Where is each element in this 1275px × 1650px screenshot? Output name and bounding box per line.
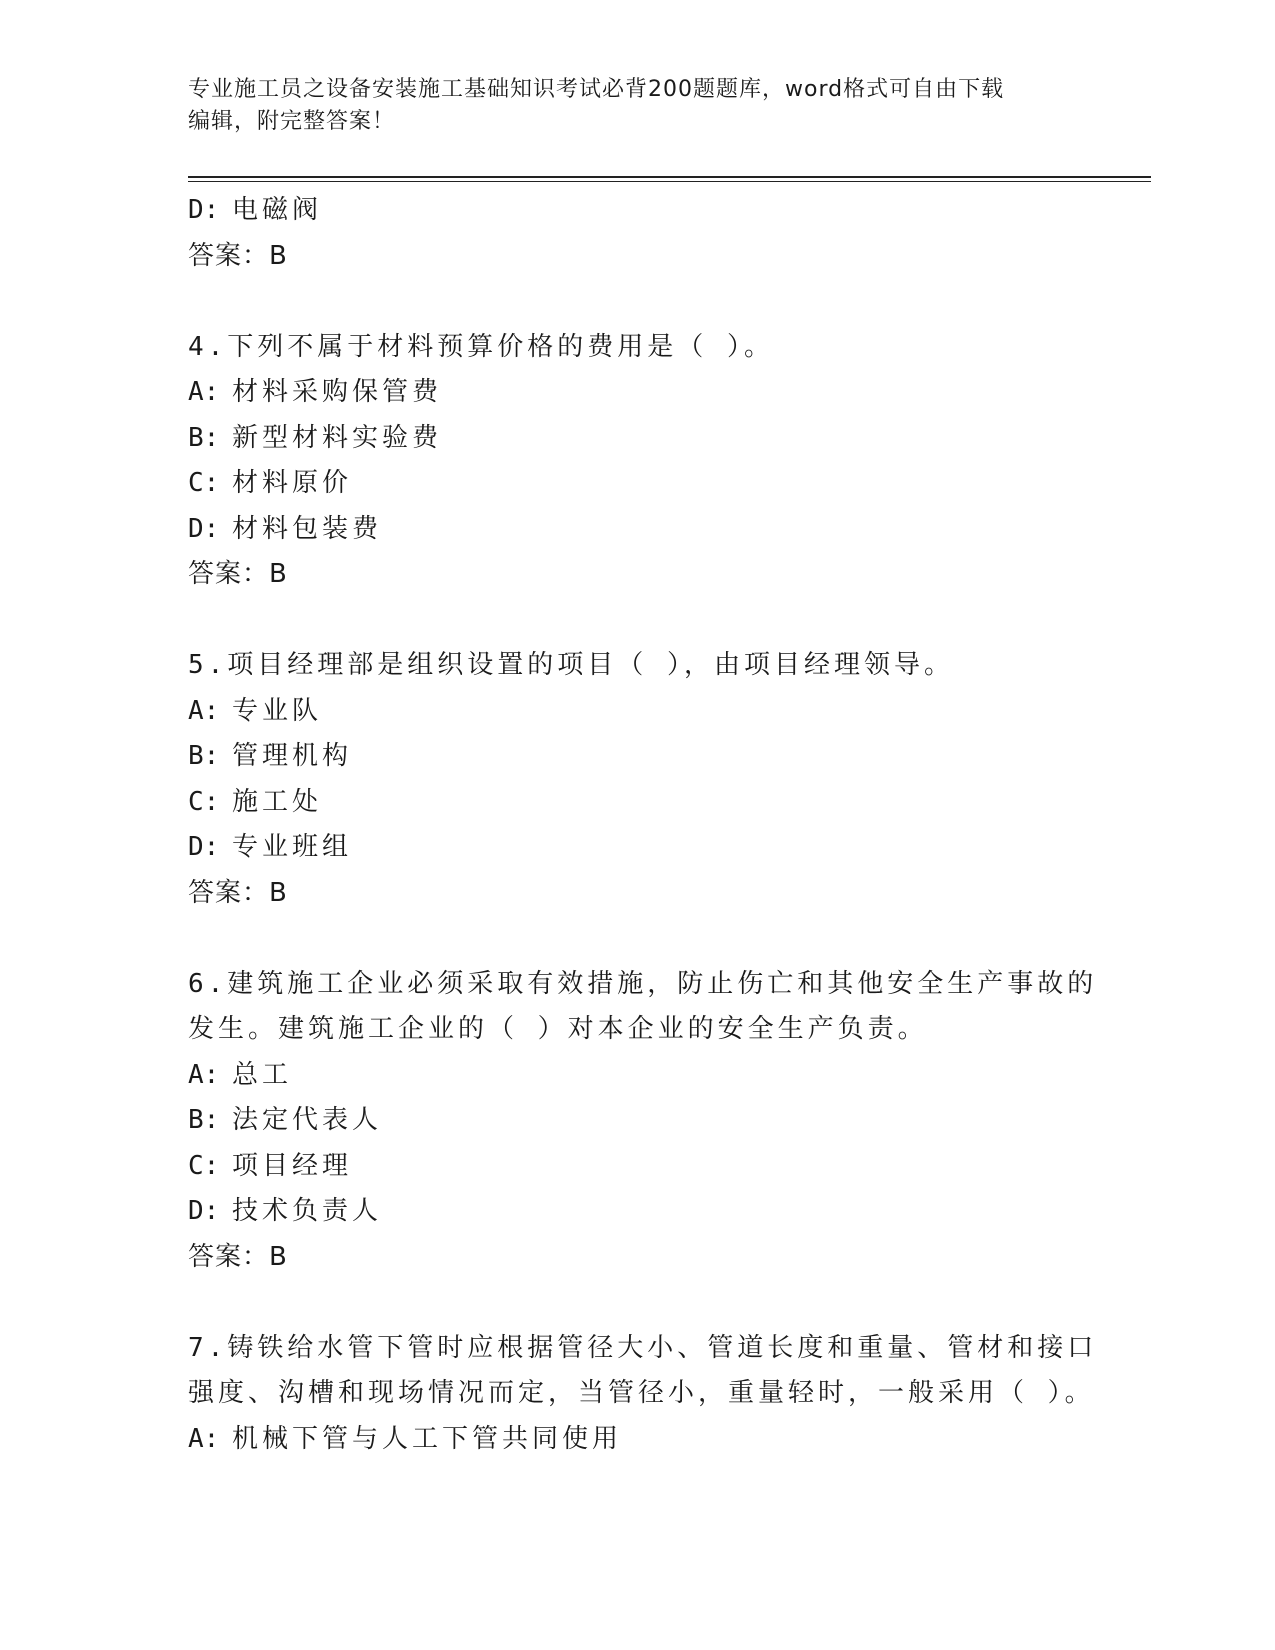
option-text: 管理机构 bbox=[232, 741, 353, 771]
option-a bbox=[188, 1417, 1088, 1463]
option-text: 专业班组 bbox=[232, 832, 353, 862]
option-text: 新型材料实验费 bbox=[232, 422, 443, 453]
option-letter: D: bbox=[188, 513, 220, 544]
option-text: 机械下管与人工下管共同使用 bbox=[232, 1423, 623, 1454]
answer-line: 答案：B bbox=[188, 240, 288, 271]
option-c bbox=[188, 1144, 1088, 1190]
option-d bbox=[188, 188, 1088, 234]
answer-line: 答案：B bbox=[188, 1241, 288, 1272]
option-text: 项目经理 bbox=[232, 1150, 353, 1181]
answer-line: 答案：B bbox=[188, 877, 288, 908]
question-6-text-line-2: 发生。建筑施工企业的（ ）对本企业的安全生产负责。 bbox=[188, 1014, 928, 1044]
option-letter: B: bbox=[188, 1105, 220, 1135]
option-text: 总工 bbox=[232, 1059, 293, 1090]
header-divider-thick bbox=[188, 176, 1151, 178]
option-text: 法定代表人 bbox=[232, 1105, 383, 1135]
option-letter: A: bbox=[188, 695, 220, 726]
answer-line: 答案：B bbox=[188, 559, 288, 589]
question-6-text-line-1: 6.建筑施工企业必须采取有效措施，防止伤亡和其他安全生产事故的 bbox=[188, 968, 1098, 999]
question-4-text: 4.下列不属于材料预算价格的费用是（ ）。 bbox=[188, 331, 774, 362]
option-d bbox=[188, 825, 1088, 871]
header-title-line-2: 编辑，附完整答案！ bbox=[188, 109, 396, 134]
option-b bbox=[188, 1098, 1088, 1144]
question-7-text-line-1: 7.铸铁给水管下管时应根据管径大小、管道长度和重量、管材和接口 bbox=[188, 1332, 1098, 1363]
option-letter: C: bbox=[188, 1150, 220, 1181]
question-5-text: 5.项目经理部是组织设置的项目（ ），由项目经理领导。 bbox=[188, 650, 954, 680]
option-a bbox=[188, 370, 1088, 416]
option-letter: B: bbox=[188, 741, 220, 771]
option-d bbox=[188, 507, 1088, 553]
option-letter: D: bbox=[188, 832, 220, 862]
option-letter: D: bbox=[188, 1196, 220, 1226]
option-b bbox=[188, 416, 1088, 462]
option-d bbox=[188, 1189, 1088, 1235]
question-7-text-line-2: 强度、沟槽和现场情况而定，当管径小，重量轻时，一般采用（ ）。 bbox=[188, 1378, 1095, 1408]
header-title-line-1: 专业施工员之设备安装施工基础知识考试必背200题题库，word格式可自由下载 bbox=[188, 77, 1005, 102]
option-c bbox=[188, 461, 1088, 507]
option-text: 电磁阀 bbox=[232, 195, 323, 225]
option-letter: C: bbox=[188, 468, 220, 498]
option-a bbox=[188, 689, 1088, 735]
option-a bbox=[188, 1053, 1088, 1099]
question-list bbox=[188, 188, 1098, 1462]
header-divider-thin bbox=[188, 181, 1151, 182]
option-letter: A: bbox=[188, 377, 220, 407]
option-text: 技术负责人 bbox=[232, 1196, 383, 1226]
document-header bbox=[188, 74, 1068, 138]
option-text: 材料包装费 bbox=[232, 513, 383, 544]
option-letter: A: bbox=[188, 1059, 220, 1090]
option-text: 材料采购保管费 bbox=[232, 377, 443, 407]
option-text: 施工处 bbox=[232, 786, 323, 817]
option-letter: A: bbox=[188, 1423, 220, 1454]
option-b bbox=[188, 734, 1088, 780]
option-letter: B: bbox=[188, 422, 220, 453]
option-text: 专业队 bbox=[232, 695, 323, 726]
option-c bbox=[188, 780, 1088, 826]
option-letter: D: bbox=[188, 195, 220, 225]
option-text: 材料原价 bbox=[232, 468, 353, 498]
option-letter: C: bbox=[188, 786, 220, 817]
